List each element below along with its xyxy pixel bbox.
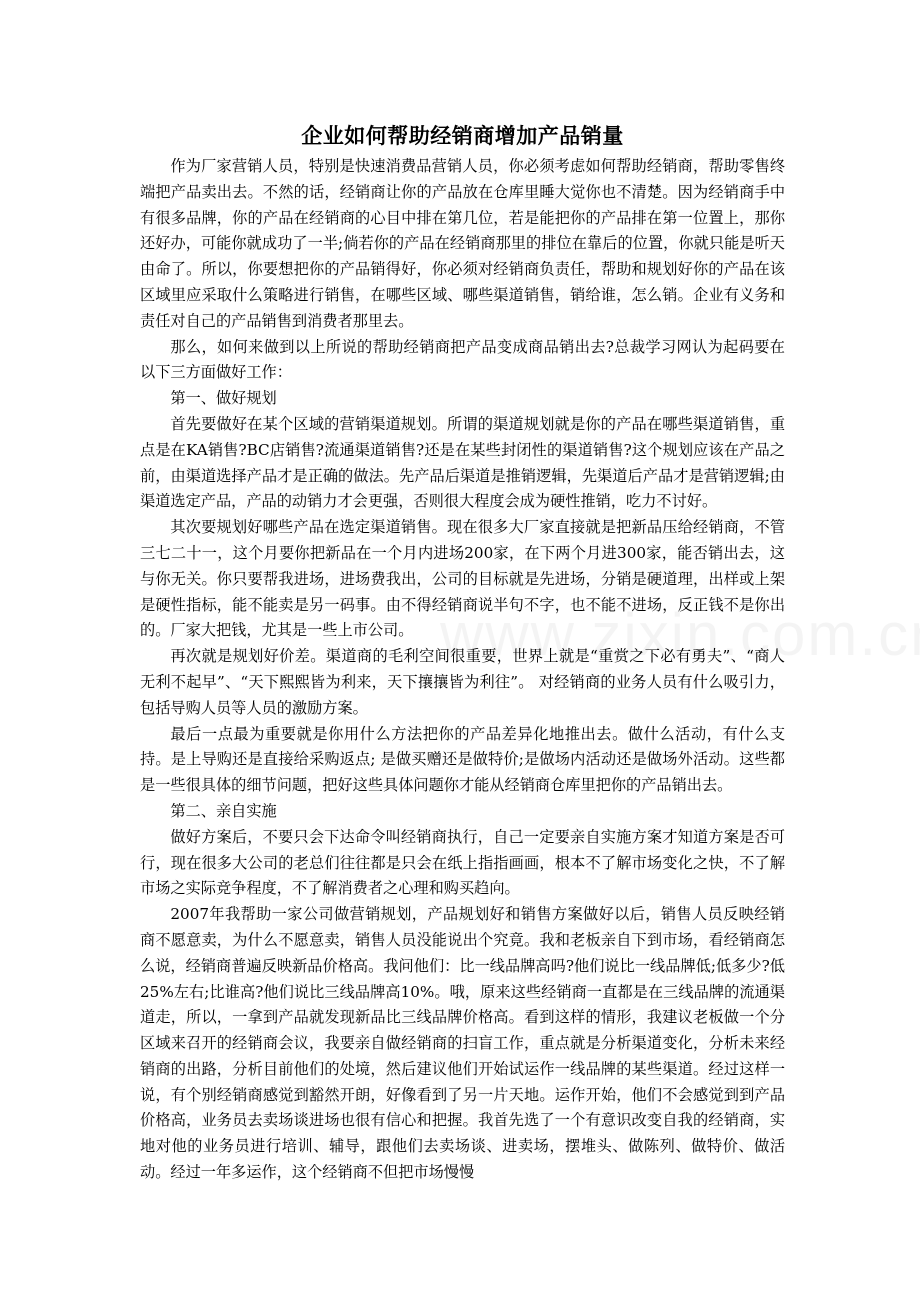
section-heading: 第二、亲自实施 bbox=[170, 801, 277, 820]
paragraph: 作为厂家营销人员，特别是快速消费品营销人员，你必须考虑如何帮助经销商，帮助零售终端把产品卖出去。不然的话，经销商让你的产品放在仓库里睡大觉你也不清楚。因为经销商手中有很多品牌，你的产品在经销商的心目中排在第几位，若是能把你的产品排在第一位置上，那你还好办，可能你就成功了一半;倘若你的产品在经销商那里的排位在靠后的位置，你就只能是听天由命了。所以，你要想把你的产品销得好，你必须对经销商负责任，帮助和规划好你的产品在该区域里应采取什么策略进行销售，在哪些区域、哪些渠道销售，销给谁，怎么销。企业有义务和责任对自己的产品销售到消费者那里去。 bbox=[140, 157, 785, 330]
paragraph: 首先要做好在某个区域的营销渠道规划。所谓的渠道规划就是你的产品在哪些渠道销售，重点是在KA销售?BC店销售?流通渠道销售?还是在某些封闭性的渠道销售?这个规划应该在产品之前，由渠道选择产品才是正确的做法。先产品后渠道是推销逻辑，先渠道后产品才是营销逻辑;由渠道选定产品，产品的动销力才会更强，否则很大程度会成为硬性推销，吃力不讨好。 bbox=[140, 414, 785, 511]
section-heading: 第一、做好规划 bbox=[170, 389, 277, 408]
paragraph: 最后一点最为重要就是你用什么方法把你的产品差异化地推出去。做什么活动，有什么支持。是上导购还是直接给采购返点; 是做买赠还是做特价;是做场内活动还是做场外活动。这些都是一些很具体的细节问题，把好这些具体问题你才能从经销商仓库里把你的产品销出去。 bbox=[140, 724, 785, 795]
document-title: 企业如何帮助经销商增加产品销量 bbox=[301, 123, 624, 148]
paragraph: 做好方案后，不要只会下达命令叫经销商执行，自己一定要亲自实施方案才知道方案是否可行，现在很多大公司的老总们往往都是只会在纸上指指画画，根本不了解市场变化之快，不了解市场之实际竞争程度，不了解消费者之心理和购买趋向。 bbox=[140, 827, 785, 898]
document-page bbox=[140, 118, 785, 1186]
paragraph: 其次要规划好哪些产品在选定渠道销售。现在很多大厂家直接就是把新品压给经销商，不管三七二十一，这个月要你把新品在一个月内进场200家，在下两个月进300家，能否销出去，这与你无关。你只要帮我进场，进场费我出，公司的目标就是先进场，分销是硬道理，出样或上架是硬性指标，能不能卖是另一码事。由不得经销商说半句不字，也不能不进场，反正钱不是你出的。厂家大把钱，尤其是一些上市公司。 bbox=[140, 518, 785, 640]
paragraph: 2007年我帮助一家公司做营销规划，产品规划好和销售方案做好以后，销售人员反映经销商不愿意卖，为什么不愿意卖，销售人员没能说出个究竟。我和老板亲自下到市场，看经销商怎么说，经销商普遍反映新品价格高。我问他们：比一线品牌高吗?他们说比一线品牌低;低多少?低25%左右;比谁高?他们说比三线品牌高10%。哦，原来这些经销商一直都是在三线品牌的流通渠道走，所以，一拿到产品就发现新品比三线品牌价格高。看到这样的情形，我建议老板做一个分区域来召开的经销商会议，我要亲自做经销商的扫盲工作，重点就是分析渠道变化，分析未来经销商的出路，分析目前他们的处境，然后建议他们开始试运作一线品牌的某些渠道。经过这样一说，有个别经销商感觉到豁然开朗，好像看到了另一片天地。运作开始，他们不会感觉到到产品价格高，业务员去卖场谈进场也很有信心和把握。我首先选了一个有意识改变自我的经销商，实地对他的业务员进行培训、辅导，跟他们去卖场谈、进卖场，摆堆头、做陈列、做特价、做活动。经过一年多运作，这个经销商不但把市场慢慢 bbox=[140, 905, 785, 1182]
paragraph: 那么，如何来做到以上所说的帮助经销商把产品变成商品销出去?总裁学习网认为起码要在以下三方面做好工作： bbox=[140, 337, 785, 382]
paragraph: 再次就是规划好价差。渠道商的毛利空间很重要，世界上就是“重赏之下必有勇夫”、“商人无利不起早”、“天下熙熙皆为利来，天下攘攘皆为利往”。 对经销商的业务人员有什么吸引力，包括导购人员等人员的激励方案。 bbox=[140, 647, 785, 717]
